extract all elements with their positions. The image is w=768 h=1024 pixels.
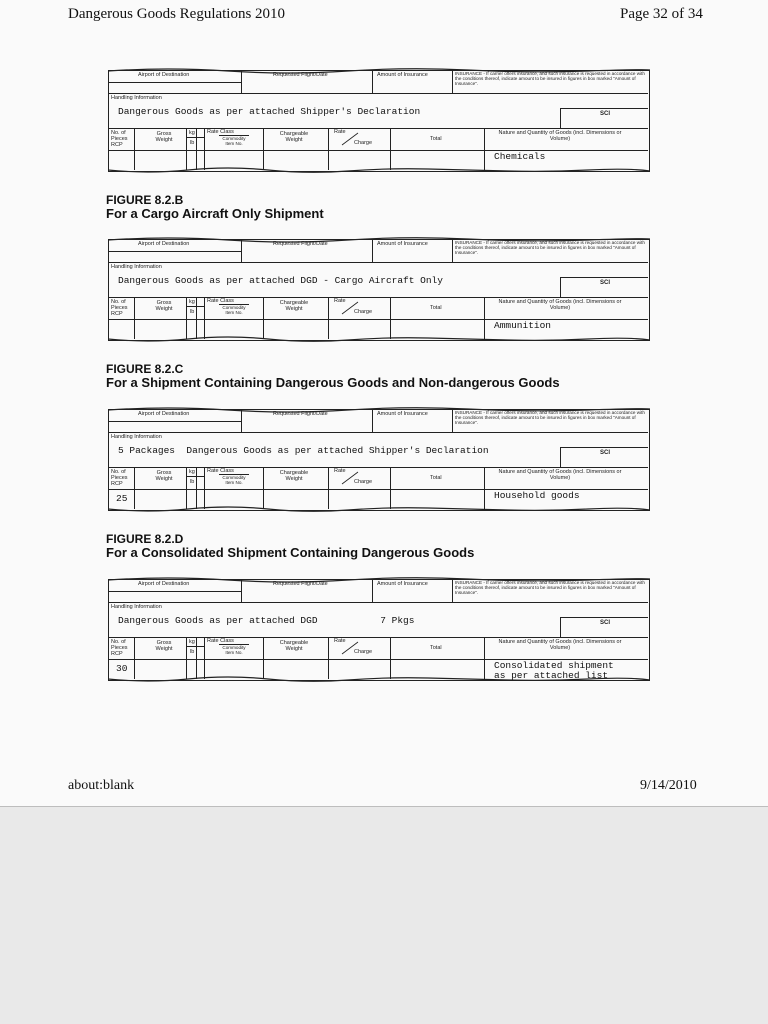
torn-edge-bottom: [108, 505, 650, 513]
rate-class-label: Rate Class: [207, 468, 234, 474]
charge-label: Charge: [354, 309, 373, 315]
air-waybill-form: [108, 575, 650, 685]
goods-description: Consolidated shipment: [494, 660, 614, 671]
figure-label: FIGURE 8.2.C: [106, 362, 184, 376]
handling-information: Dangerous Goods as per attached DGD - Cargo Aircraft Only: [118, 275, 443, 286]
flight-label: Requested Flight/Date: [273, 581, 328, 587]
goods-description: Household goods: [494, 490, 580, 501]
figure-title: For a Cargo Aircraft Only Shipment: [106, 206, 324, 221]
figure-label: FIGURE 8.2.D: [106, 532, 184, 546]
air-waybill-form: [108, 66, 650, 176]
gross-weight-label: Gross Weight: [155, 131, 173, 143]
chargeable-weight-label: Chargeable Weight: [279, 131, 309, 143]
footer-url: about:blank: [68, 778, 135, 793]
chargeable-weight-label: Chargeable Weight: [279, 470, 309, 482]
commodity-label: Commodity Item No.: [222, 136, 246, 146]
air-waybill-form: [108, 405, 650, 515]
goods-description-line2: as per attached list: [494, 670, 609, 681]
commodity-label: Commodity Item No.: [222, 645, 246, 655]
pieces-value: 25: [116, 493, 128, 504]
page-number: Page 32 of 34: [620, 6, 703, 22]
handling-label: Handling Information: [111, 95, 162, 101]
amount-label: Amount of Insurance: [377, 72, 428, 78]
document-title: Dangerous Goods Regulations 2010: [68, 6, 286, 22]
flight-label: Requested Flight/Date: [273, 241, 328, 247]
rate-label: Rate: [334, 468, 346, 474]
pieces-label: No. of Pieces RCP: [111, 130, 128, 148]
torn-edge-bottom: [108, 166, 650, 174]
total-label: Total: [430, 305, 442, 311]
total-label: Total: [430, 475, 442, 481]
gross-weight-label: Gross Weight: [155, 300, 173, 312]
amount-label: Amount of Insurance: [377, 581, 428, 587]
handling-label: Handling Information: [111, 604, 162, 610]
pieces-label: No. of Pieces RCP: [111, 299, 128, 317]
handling-label: Handling Information: [111, 434, 162, 440]
torn-edge-bottom: [108, 675, 650, 683]
total-label: Total: [430, 136, 442, 142]
sci-label: SCI: [600, 450, 611, 456]
sci-label: SCI: [600, 280, 611, 286]
kg-label: kg: [189, 130, 195, 136]
rate-class-label: Rate Class: [207, 638, 234, 644]
insurance-label: INSURANCE - If carrier offers insurance, and such insurance is requested in accordance with the conditions thereof, indicate amount to be insured in figures in box marked "Amount of Insurance".: [455, 580, 645, 595]
rate-charge-divider: [340, 301, 360, 315]
goods-description: Ammunition: [494, 320, 552, 331]
handling-information: 5 Packages Dangerous Goods as per attached Shipper's Declaration: [118, 445, 489, 456]
rate-charge-divider: [340, 132, 360, 146]
nature-label: Nature and Quantity of Goods (incl. Dimensions or Volume): [498, 130, 622, 142]
lb-label: lb: [190, 140, 195, 146]
handling-information: Dangerous Goods as per attached DGD 7 Pkgs: [118, 615, 415, 626]
footer-date: 9/14/2010: [640, 778, 697, 793]
flight-label: Requested Flight/Date: [273, 411, 328, 417]
goods-description: Chemicals: [494, 151, 546, 162]
pieces-value: 30: [116, 663, 128, 674]
handling-information: Dangerous Goods as per attached Shipper's Declaration: [118, 106, 421, 117]
flight-label: Requested Flight/Date: [273, 72, 328, 78]
airport-label: Airport of Destination: [138, 411, 190, 417]
lb-label: lb: [190, 649, 195, 655]
chargeable-weight-label: Chargeable Weight: [279, 640, 309, 652]
lb-label: lb: [190, 479, 195, 485]
rate-label: Rate: [334, 298, 346, 304]
airport-label: Airport of Destination: [138, 581, 190, 587]
kg-label: kg: [189, 639, 195, 645]
commodity-label: Commodity Item No.: [222, 475, 246, 485]
sci-label: SCI: [600, 620, 611, 626]
pieces-label: No. of Pieces RCP: [111, 639, 128, 657]
rate-class-label: Rate Class: [207, 129, 234, 135]
figure-title: For a Consolidated Shipment Containing Dangerous Goods: [106, 545, 475, 560]
airport-label: Airport of Destination: [138, 241, 190, 247]
amount-label: Amount of Insurance: [377, 411, 428, 417]
nature-label: Nature and Quantity of Goods (incl. Dimensions or Volume): [498, 639, 622, 651]
insurance-label: INSURANCE - If carrier offers insurance, and such insurance is requested in accordance with the conditions thereof, indicate amount to be insured in figures in box marked "Amount of Insurance".: [455, 71, 645, 86]
insurance-label: INSURANCE - If carrier offers insurance, and such insurance is requested in accordance with the conditions thereof, indicate amount to be insured in figures in box marked "Amount of Insurance".: [455, 410, 645, 425]
gross-weight-label: Gross Weight: [155, 470, 173, 482]
rate-charge-divider: [340, 471, 360, 485]
sci-label: SCI: [600, 111, 611, 117]
nature-label: Nature and Quantity of Goods (incl. Dimensions or Volume): [498, 469, 622, 481]
figure-title: For a Shipment Containing Dangerous Goods and Non-dangerous Goods: [106, 375, 560, 390]
total-label: Total: [430, 645, 442, 651]
nature-label: Nature and Quantity of Goods (incl. Dimensions or Volume): [498, 299, 622, 311]
airport-label: Airport of Destination: [138, 72, 190, 78]
charge-label: Charge: [354, 140, 373, 146]
kg-label: kg: [189, 299, 195, 305]
gross-weight-label: Gross Weight: [155, 640, 173, 652]
rate-label: Rate: [334, 638, 346, 644]
insurance-label: INSURANCE - If carrier offers insurance, and such insurance is requested in accordance with the conditions thereof, indicate amount to be insured in figures in box marked "Amount of Insurance".: [455, 240, 645, 255]
commodity-label: Commodity Item No.: [222, 305, 246, 315]
torn-edge-bottom: [108, 335, 650, 343]
kg-label: kg: [189, 469, 195, 475]
chargeable-weight-label: Chargeable Weight: [279, 300, 309, 312]
rate-class-label: Rate Class: [207, 298, 234, 304]
handling-label: Handling Information: [111, 264, 162, 270]
charge-label: Charge: [354, 479, 373, 485]
lb-label: lb: [190, 309, 195, 315]
rate-charge-divider: [340, 641, 360, 655]
figure-label: FIGURE 8.2.B: [106, 193, 184, 207]
pieces-label: No. of Pieces RCP: [111, 469, 128, 487]
amount-label: Amount of Insurance: [377, 241, 428, 247]
charge-label: Charge: [354, 649, 373, 655]
rate-label: Rate: [334, 129, 346, 135]
air-waybill-form: [108, 235, 650, 345]
